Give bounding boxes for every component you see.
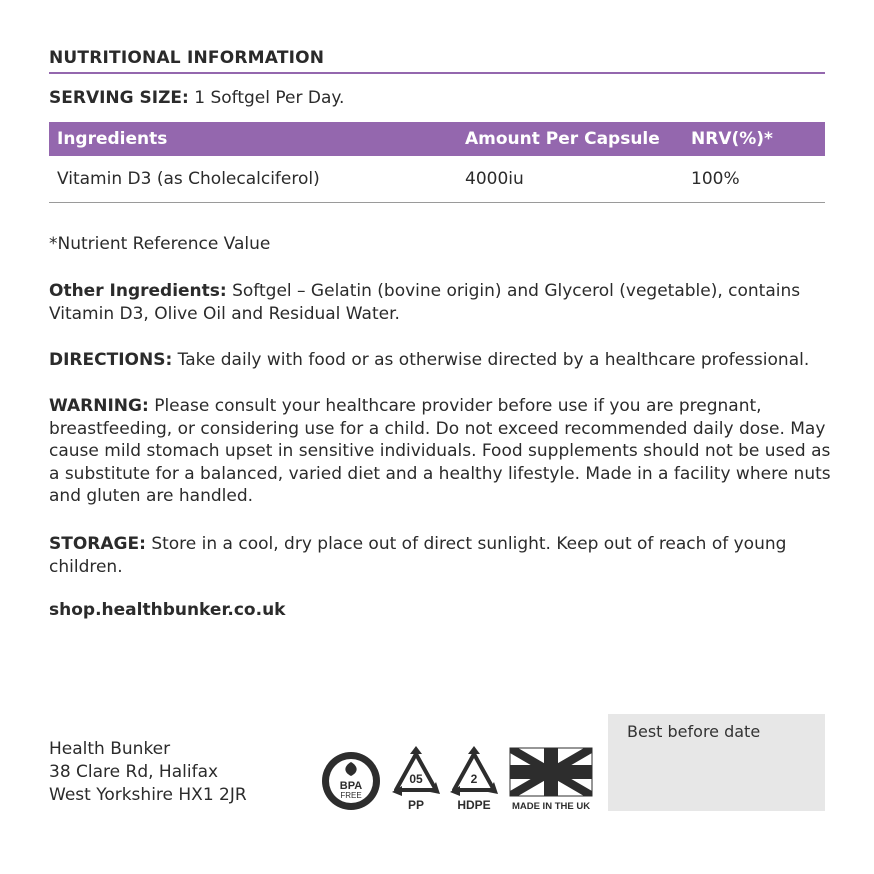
table-header: [49, 122, 825, 156]
header-amount: Amount Per Capsule: [465, 129, 660, 149]
directions: [49, 349, 839, 372]
best-before-label: Best before date: [627, 722, 761, 741]
warning: [49, 395, 839, 508]
bpa-label: BPA: [339, 780, 363, 792]
union-flag-icon: [508, 746, 594, 816]
pp-label: PP: [407, 798, 425, 812]
section-title: NUTRITIONAL INFORMATION: [49, 48, 325, 68]
other-ingredients-label: Other Ingredients:: [49, 281, 227, 301]
address-line-3: West Yorkshire HX1 2JR: [49, 785, 247, 805]
header-ingredients: Ingredients: [57, 129, 168, 149]
cell-nrv: 100%: [691, 169, 740, 189]
title-divider: [49, 72, 825, 74]
free-label: FREE: [340, 791, 362, 800]
recycle-pp-icon: [390, 746, 442, 816]
address-line-1: Health Bunker: [49, 739, 171, 759]
pp-code: 05: [409, 772, 423, 786]
storage-text: Store in a cool, dry place out of direct sunlight. Keep out of reach of young children.: [49, 534, 787, 577]
header-nrv: NRV(%)*: [691, 129, 773, 149]
recycle-hdpe-icon: [448, 746, 500, 816]
best-before-panel: [608, 714, 825, 811]
other-ingredients-text: Softgel – Gelatin (bovine origin) and Glycerol (vegetable), contains Vitamin D3, Olive Oil and Residual Water.: [49, 281, 801, 324]
other-ingredients: [49, 280, 839, 325]
warning-label: WARNING:: [49, 396, 149, 416]
nutrition-table: [49, 122, 825, 203]
directions-label: DIRECTIONS:: [49, 350, 173, 370]
directions-text: Take daily with food or as otherwise directed by a healthcare professional.: [177, 350, 810, 370]
serving-size-value: 1 Softgel Per Day.: [194, 88, 345, 108]
footnote: *Nutrient Reference Value: [49, 234, 271, 254]
website-link[interactable]: shop.healthbunker.co.uk: [49, 600, 286, 620]
table-row: [49, 156, 825, 203]
hdpe-label: HDPE: [457, 798, 491, 812]
bpa-free-icon: [320, 746, 382, 812]
serving-size: [49, 88, 344, 108]
serving-size-label: SERVING SIZE:: [49, 88, 189, 108]
cell-ingredient: Vitamin D3 (as Cholecalciferol): [57, 169, 320, 189]
storage-label: STORAGE:: [49, 534, 146, 554]
storage: [49, 533, 839, 578]
cell-amount: 4000iu: [465, 169, 524, 189]
hdpe-code: 2: [470, 772, 478, 786]
made-in-uk-label: MADE IN THE UK: [511, 801, 591, 812]
company-address: [49, 738, 247, 807]
address-line-2: 38 Clare Rd, Halifax: [49, 762, 219, 782]
warning-text: Please consult your healthcare provider before use if you are pregnant, breastfeeding, or considering use for a child. Do not exceed recommended daily dose. May cause mild stomach upset in sensitive individuals. Food supplements should not be used as a substitute for a balanced, varied diet and a healthy lifestyle. Made in a facility where nuts and gluten are handled.: [49, 396, 831, 506]
